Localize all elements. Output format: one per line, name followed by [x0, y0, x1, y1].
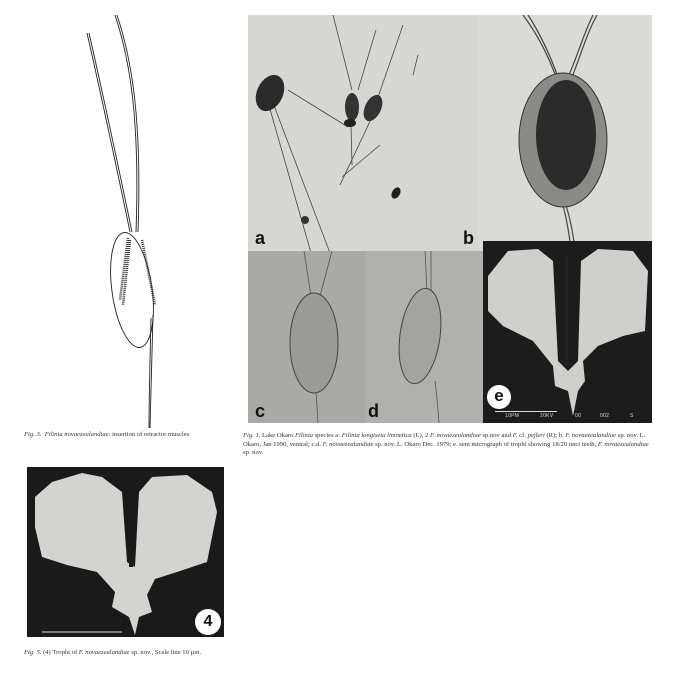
- fig1-caption-part: F. novaezealandiae: [322, 440, 374, 448]
- fig5-caption-num: (4) Trophi of: [43, 649, 79, 656]
- fig3-drawing: [60, 0, 210, 430]
- sem-code1: 00: [575, 413, 582, 419]
- fig1-caption-part: sp. nov. L. Okaro Dec. 1979; e. sem micrograph of trophi showing 18/20 unci teeth,: [373, 440, 598, 448]
- fig1-caption-part: (L), 2: [411, 432, 430, 439]
- fig1-caption-part: F. novaezealandiae: [597, 440, 649, 448]
- panel-label-c: c: [255, 401, 266, 421]
- fig1-caption-prefix: Fig. 1.: [243, 432, 261, 439]
- rotifer-line-drawing-icon: [60, 0, 210, 430]
- fig1-caption-part: F.: [512, 432, 518, 439]
- panel-e: [483, 241, 652, 423]
- fig1-caption-part: (R); b.: [544, 432, 566, 439]
- panel-label-e: e: [487, 385, 511, 409]
- fig1-caption-part: Filinia longiseta limnetica: [341, 432, 412, 439]
- sem-kv-label: 20KV: [540, 413, 554, 419]
- panel-label-b: b: [463, 228, 474, 248]
- sem-code2: 002: [600, 413, 610, 419]
- fig1-caption-part: species a:: [312, 432, 342, 439]
- fig5-caption: [24, 649, 294, 658]
- fig1-caption-part: pejleri: [527, 432, 545, 439]
- fig5-sem-image: [27, 467, 224, 637]
- rotifer-micrograph-b-icon: [478, 15, 652, 251]
- fig3-caption: [24, 431, 254, 440]
- rotifer-micrograph-a-icon: [248, 15, 478, 251]
- rotifer-micrograph-d-icon: [365, 251, 483, 423]
- fig1-caption-part: Lake Okaro: [260, 432, 296, 439]
- fig3-caption-rest: : insertion of retractor muscles: [108, 431, 190, 438]
- panel-a: [248, 15, 478, 251]
- fig1-caption-part: cf.: [517, 432, 528, 439]
- sem-code3: S: [630, 413, 634, 419]
- fig5-caption-rest: sp. nov., Scale line 10 µm.: [129, 649, 202, 656]
- fig5-caption-prefix: Fig. 5.: [24, 649, 42, 656]
- fig1-caption-part: sp.nov and: [480, 432, 513, 439]
- fig3-caption-prefix: Fig. 3.: [24, 431, 42, 438]
- fig3-caption-species: Filinia novaezealandiae: [44, 431, 109, 438]
- rotifer-micrograph-c-icon: [248, 251, 365, 423]
- fig1-caption: [243, 432, 655, 458]
- scale-line: [495, 411, 557, 412]
- fig1-caption-part: sp. nov.: [243, 449, 264, 457]
- panel-label-4: 4: [195, 609, 221, 635]
- fig1-caption-part: F. novaezealandiae: [430, 432, 481, 439]
- panel-label-d: d: [368, 401, 379, 421]
- panel-c: [248, 251, 365, 423]
- fig1-plate: [248, 15, 652, 423]
- trophi-sem-image-icon: [27, 467, 224, 637]
- fig1-caption-part: sp. nov. L. Okaro, Jan 1990, ventral; c.d.: [243, 432, 646, 448]
- sem-scale-label: 10PM: [505, 413, 520, 419]
- panel-label-a: a: [255, 228, 266, 248]
- panel-b: [463, 15, 652, 251]
- panel-d: [365, 251, 483, 423]
- fig1-caption-body: [243, 432, 649, 456]
- fig5-caption-species: F. novaezealandiae: [78, 649, 130, 656]
- fig1-caption-part: Filinia: [295, 432, 313, 439]
- fig1-caption-part: F. novaezealandiae: [565, 432, 617, 439]
